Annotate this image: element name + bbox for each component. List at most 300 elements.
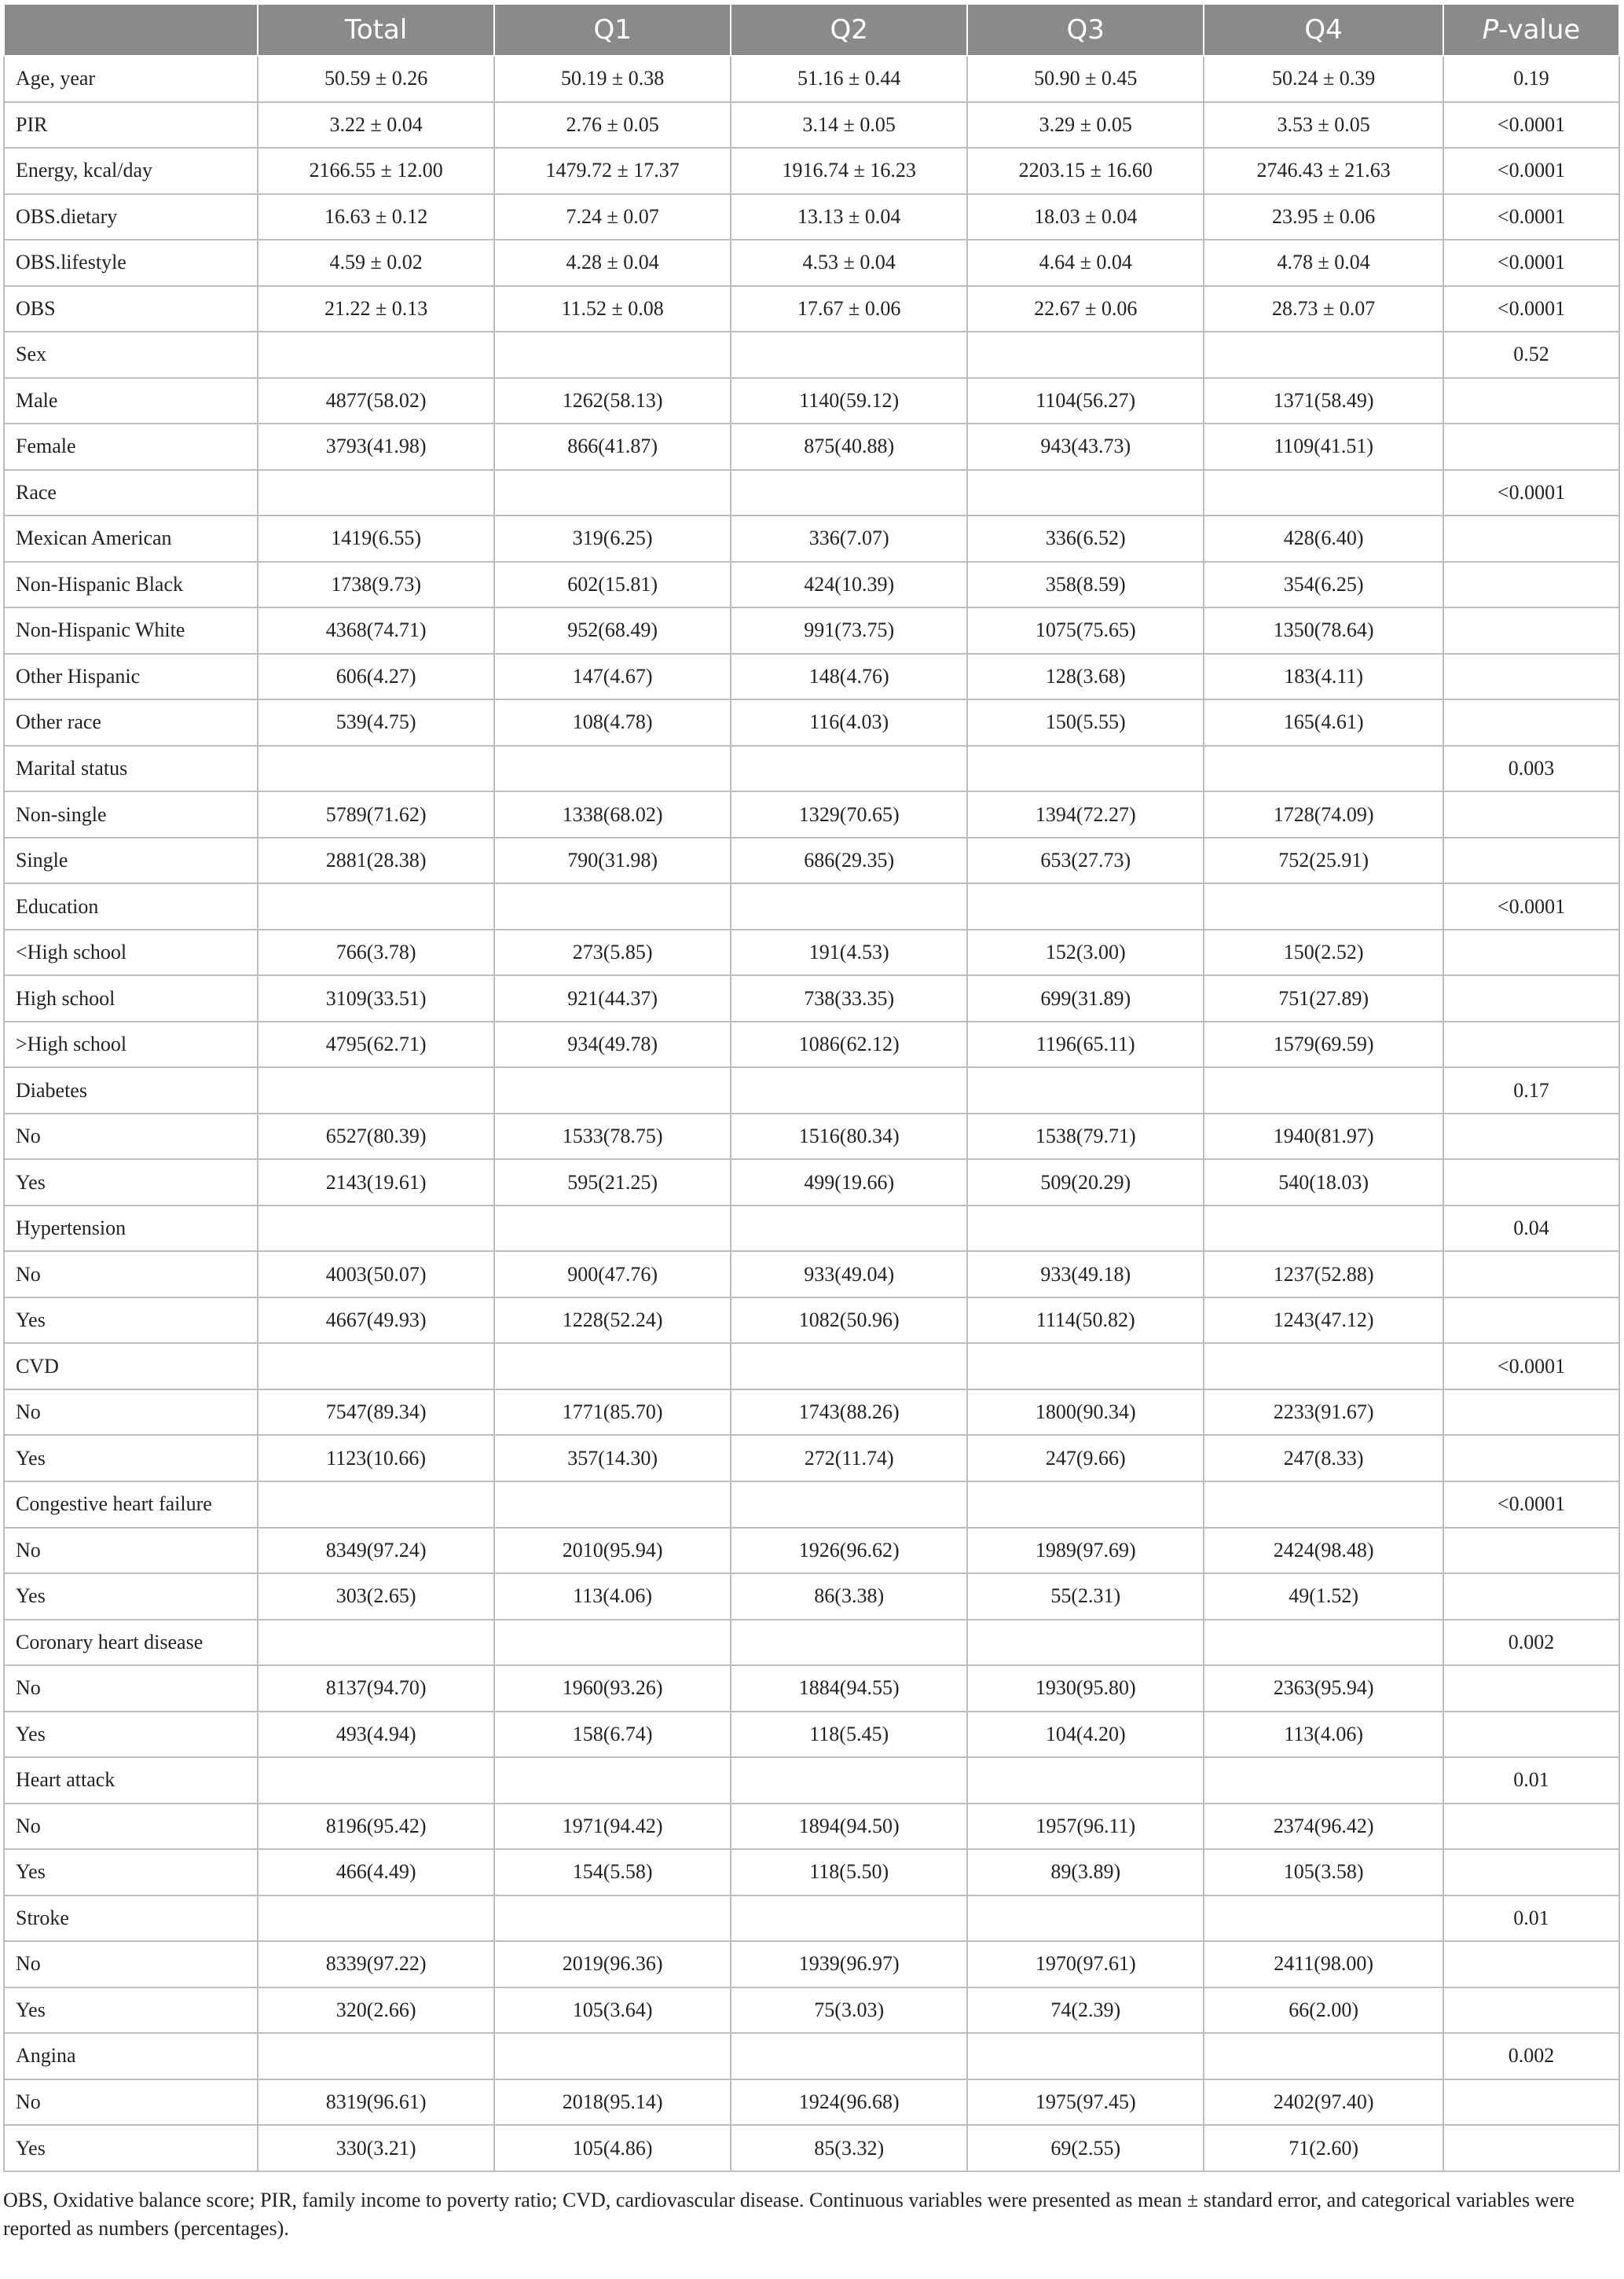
cell-p-value	[1443, 1665, 1619, 1712]
cell-variable: No	[4, 1389, 258, 1436]
cell-variable: No	[4, 1251, 258, 1297]
cell-variable: Non-Hispanic White	[4, 607, 258, 654]
cell-q4: 2374(96.42)	[1204, 1804, 1443, 1850]
cell-p-value: <0.0001	[1443, 148, 1619, 194]
cell-q4: 1350(78.64)	[1204, 607, 1443, 654]
cell-q4: 150(2.52)	[1204, 930, 1443, 976]
cell-variable: Hypertension	[4, 1206, 258, 1252]
table-row	[4, 1206, 1619, 1252]
cell-q1: 595(21.25)	[494, 1159, 731, 1206]
cell-q3: 1989(97.69)	[967, 1528, 1204, 1574]
cell-variable: No	[4, 1665, 258, 1712]
cell-q2: 499(19.66)	[731, 1159, 967, 1206]
table-row	[4, 1389, 1619, 1436]
cell-p-value	[1443, 2125, 1619, 2171]
cell-q1: 866(41.87)	[494, 424, 731, 470]
cell-total: 4667(49.93)	[258, 1297, 494, 1344]
cell-p-value	[1443, 1022, 1619, 1068]
table-row	[4, 56, 1619, 102]
cell-q1: 1533(78.75)	[494, 1114, 731, 1160]
cell-q1: 2.76 ± 0.05	[494, 102, 731, 149]
cell-q4: 1579(69.59)	[1204, 1022, 1443, 1068]
cell-variable: Yes	[4, 1849, 258, 1895]
cell-q2: 3.14 ± 0.05	[731, 102, 967, 149]
cell-p-value	[1443, 838, 1619, 884]
table-row	[4, 1343, 1619, 1389]
header-p-value	[1443, 4, 1619, 56]
table-row	[4, 838, 1619, 884]
cell-variable: Age, year	[4, 56, 258, 102]
cell-q4	[1204, 2033, 1443, 2079]
cell-q2: 118(5.50)	[731, 1849, 967, 1895]
cell-variable: CVD	[4, 1343, 258, 1389]
cell-q1: 105(4.86)	[494, 2125, 731, 2171]
cell-q4: 71(2.60)	[1204, 2125, 1443, 2171]
cell-q3	[967, 1343, 1204, 1389]
cell-q1: 4.28 ± 0.04	[494, 240, 731, 286]
cell-p-value	[1443, 791, 1619, 838]
cell-variable: High school	[4, 975, 258, 1022]
cell-total	[258, 1895, 494, 1942]
cell-total: 8339(97.22)	[258, 1941, 494, 1987]
table-row	[4, 148, 1619, 194]
table-row	[4, 1620, 1619, 1666]
cell-variable: Education	[4, 883, 258, 930]
cell-q2: 1926(96.62)	[731, 1528, 967, 1574]
cell-q3: 152(3.00)	[967, 930, 1204, 976]
cell-p-value: <0.0001	[1443, 286, 1619, 332]
header-total: Total	[258, 4, 494, 56]
cell-q3: 2203.15 ± 16.60	[967, 148, 1204, 194]
table-row	[4, 1297, 1619, 1344]
cell-variable: Non-single	[4, 791, 258, 838]
table-row	[4, 1435, 1619, 1481]
cell-total: 2881(28.38)	[258, 838, 494, 884]
cell-q2: 738(33.35)	[731, 975, 967, 1022]
cell-q4: 428(6.40)	[1204, 516, 1443, 562]
cell-q1	[494, 332, 731, 378]
header-p-rest: -value	[1498, 14, 1581, 46]
table-row	[4, 2079, 1619, 2126]
header-variable	[4, 4, 258, 56]
cell-p-value: 0.04	[1443, 1206, 1619, 1252]
cell-q1	[494, 1757, 731, 1804]
cell-p-value: 0.01	[1443, 1757, 1619, 1804]
cell-p-value	[1443, 930, 1619, 976]
cell-q3: 653(27.73)	[967, 838, 1204, 884]
cell-q2	[731, 1481, 967, 1528]
baseline-characteristics-table	[3, 3, 1620, 2172]
table-row	[4, 1941, 1619, 1987]
cell-variable: No	[4, 1941, 258, 1987]
table-row	[4, 1757, 1619, 1804]
cell-total: 7547(89.34)	[258, 1389, 494, 1436]
cell-variable: No	[4, 2079, 258, 2126]
cell-q1: 1971(94.42)	[494, 1804, 731, 1850]
cell-q2	[731, 1895, 967, 1942]
cell-p-value: <0.0001	[1443, 102, 1619, 149]
cell-q3: 55(2.31)	[967, 1573, 1204, 1620]
table-row	[4, 424, 1619, 470]
cell-p-value	[1443, 1297, 1619, 1344]
table-row	[4, 1665, 1619, 1712]
cell-total: 2166.55 ± 12.00	[258, 148, 494, 194]
cell-p-value: <0.0001	[1443, 194, 1619, 240]
cell-total: 50.59 ± 0.26	[258, 56, 494, 102]
cell-q4: 50.24 ± 0.39	[1204, 56, 1443, 102]
cell-q3	[967, 1620, 1204, 1666]
cell-q3: 89(3.89)	[967, 1849, 1204, 1895]
cell-q1	[494, 1895, 731, 1942]
cell-variable: No	[4, 1804, 258, 1850]
cell-q4	[1204, 1757, 1443, 1804]
cell-q1: 1479.72 ± 17.37	[494, 148, 731, 194]
cell-q4: 1371(58.49)	[1204, 378, 1443, 424]
cell-q1: 2018(95.14)	[494, 2079, 731, 2126]
table-row	[4, 1528, 1619, 1574]
header-q1: Q1	[494, 4, 731, 56]
cell-variable: Female	[4, 424, 258, 470]
cell-q4	[1204, 1481, 1443, 1528]
cell-q2: 116(4.03)	[731, 699, 967, 746]
cell-variable: Sex	[4, 332, 258, 378]
cell-q3: 1538(79.71)	[967, 1114, 1204, 1160]
cell-q4: 752(25.91)	[1204, 838, 1443, 884]
cell-q1: 921(44.37)	[494, 975, 731, 1022]
cell-q1	[494, 2033, 731, 2079]
cell-q3: 18.03 ± 0.04	[967, 194, 1204, 240]
cell-q1: 952(68.49)	[494, 607, 731, 654]
cell-variable: >High school	[4, 1022, 258, 1068]
cell-p-value	[1443, 975, 1619, 1022]
cell-q1: 934(49.78)	[494, 1022, 731, 1068]
cell-q4: 105(3.58)	[1204, 1849, 1443, 1895]
cell-q3: 128(3.68)	[967, 654, 1204, 700]
cell-q3: 1957(96.11)	[967, 1804, 1204, 1850]
cell-q1: 2019(96.36)	[494, 1941, 731, 1987]
header-q2: Q2	[731, 4, 967, 56]
table-row	[4, 746, 1619, 792]
cell-total: 303(2.65)	[258, 1573, 494, 1620]
cell-p-value	[1443, 1712, 1619, 1758]
cell-q2: 1086(62.12)	[731, 1022, 967, 1068]
cell-q2: 1743(88.26)	[731, 1389, 967, 1436]
cell-q3: 104(4.20)	[967, 1712, 1204, 1758]
cell-variable: Male	[4, 378, 258, 424]
table-body	[4, 56, 1619, 2171]
cell-q3	[967, 1481, 1204, 1528]
cell-q4: 4.78 ± 0.04	[1204, 240, 1443, 286]
table-row	[4, 975, 1619, 1022]
table-row	[4, 1481, 1619, 1528]
cell-total: 1123(10.66)	[258, 1435, 494, 1481]
cell-total	[258, 883, 494, 930]
cell-q1: 7.24 ± 0.07	[494, 194, 731, 240]
cell-q4: 751(27.89)	[1204, 975, 1443, 1022]
table-row	[4, 1114, 1619, 1160]
cell-q1: 158(6.74)	[494, 1712, 731, 1758]
cell-q2: 51.16 ± 0.44	[731, 56, 967, 102]
cell-q2: 686(29.35)	[731, 838, 967, 884]
cell-q4	[1204, 1620, 1443, 1666]
table-row	[4, 332, 1619, 378]
header-p-italic: P	[1482, 14, 1499, 46]
table-row	[4, 930, 1619, 976]
cell-q2: 991(73.75)	[731, 607, 967, 654]
table-row	[4, 2125, 1619, 2171]
table-footnote: OBS, Oxidative balance score; PIR, family income to poverty ratio; CVD, cardiovascular disease. Continuous variables were presented as mean ± standard error, and categorical variables were reported as numbers (percentages).	[3, 2189, 1575, 2240]
cell-p-value: 0.52	[1443, 332, 1619, 378]
cell-q1: 602(15.81)	[494, 562, 731, 608]
cell-q4: 1109(41.51)	[1204, 424, 1443, 470]
cell-variable: Yes	[4, 1435, 258, 1481]
cell-total	[258, 2033, 494, 2079]
cell-q2: 85(3.32)	[731, 2125, 967, 2171]
table-row	[4, 1022, 1619, 1068]
cell-p-value: <0.0001	[1443, 240, 1619, 286]
cell-q4: 2402(97.40)	[1204, 2079, 1443, 2126]
cell-p-value	[1443, 1528, 1619, 1574]
cell-q2: 1516(80.34)	[731, 1114, 967, 1160]
cell-variable: OBS.dietary	[4, 194, 258, 240]
cell-q2: 1939(96.97)	[731, 1941, 967, 1987]
cell-q2	[731, 1620, 967, 1666]
cell-q3: 1975(97.45)	[967, 2079, 1204, 2126]
cell-q4: 1243(47.12)	[1204, 1297, 1443, 1344]
cell-variable: Stroke	[4, 1895, 258, 1942]
cell-p-value	[1443, 1941, 1619, 1987]
cell-q3: 1114(50.82)	[967, 1297, 1204, 1344]
cell-variable: Single	[4, 838, 258, 884]
cell-q3: 1394(72.27)	[967, 791, 1204, 838]
cell-total: 4003(50.07)	[258, 1251, 494, 1297]
cell-total	[258, 1620, 494, 1666]
cell-total	[258, 1757, 494, 1804]
cell-variable: PIR	[4, 102, 258, 149]
cell-q3	[967, 883, 1204, 930]
cell-q2: 86(3.38)	[731, 1573, 967, 1620]
cell-q1: 154(5.58)	[494, 1849, 731, 1895]
cell-p-value: 0.19	[1443, 56, 1619, 102]
cell-q4	[1204, 470, 1443, 516]
cell-p-value	[1443, 1987, 1619, 2034]
cell-q3: 1930(95.80)	[967, 1665, 1204, 1712]
cell-q3: 4.64 ± 0.04	[967, 240, 1204, 286]
cell-q1: 1228(52.24)	[494, 1297, 731, 1344]
cell-q4	[1204, 1895, 1443, 1942]
cell-q1: 113(4.06)	[494, 1573, 731, 1620]
table-row	[4, 699, 1619, 746]
cell-q3	[967, 2033, 1204, 2079]
cell-q3: 336(6.52)	[967, 516, 1204, 562]
table-row	[4, 654, 1619, 700]
cell-q3: 3.29 ± 0.05	[967, 102, 1204, 149]
cell-q3: 1075(75.65)	[967, 607, 1204, 654]
cell-q3: 1970(97.61)	[967, 1941, 1204, 1987]
cell-q2	[731, 470, 967, 516]
cell-q1: 1338(68.02)	[494, 791, 731, 838]
cell-total: 3793(41.98)	[258, 424, 494, 470]
cell-q3: 933(49.18)	[967, 1251, 1204, 1297]
table-row	[4, 1712, 1619, 1758]
cell-q1: 147(4.67)	[494, 654, 731, 700]
cell-q2	[731, 1067, 967, 1114]
cell-q4: 540(18.03)	[1204, 1159, 1443, 1206]
table-row	[4, 240, 1619, 286]
cell-total	[258, 1343, 494, 1389]
cell-total: 4368(74.71)	[258, 607, 494, 654]
cell-p-value: 0.01	[1443, 1895, 1619, 1942]
cell-p-value	[1443, 1114, 1619, 1160]
cell-variable: Congestive heart failure	[4, 1481, 258, 1528]
cell-total: 8319(96.61)	[258, 2079, 494, 2126]
cell-q1	[494, 1067, 731, 1114]
cell-p-value: 0.002	[1443, 2033, 1619, 2079]
cell-total: 606(4.27)	[258, 654, 494, 700]
cell-q4: 2411(98.00)	[1204, 1941, 1443, 1987]
cell-q2: 336(7.07)	[731, 516, 967, 562]
cell-q1: 2010(95.94)	[494, 1528, 731, 1574]
cell-q1: 105(3.64)	[494, 1987, 731, 2034]
cell-variable: No	[4, 1528, 258, 1574]
cell-q1: 790(31.98)	[494, 838, 731, 884]
table-row	[4, 791, 1619, 838]
cell-q3: 358(8.59)	[967, 562, 1204, 608]
cell-q2: 17.67 ± 0.06	[731, 286, 967, 332]
cell-p-value: <0.0001	[1443, 883, 1619, 930]
cell-variable: Other race	[4, 699, 258, 746]
cell-total: 4.59 ± 0.02	[258, 240, 494, 286]
cell-total	[258, 332, 494, 378]
table-row	[4, 1067, 1619, 1114]
cell-q4: 247(8.33)	[1204, 1435, 1443, 1481]
cell-variable: OBS	[4, 286, 258, 332]
cell-q1	[494, 1481, 731, 1528]
cell-p-value: 0.17	[1443, 1067, 1619, 1114]
table-row	[4, 516, 1619, 562]
cell-q1: 11.52 ± 0.08	[494, 286, 731, 332]
cell-q2: 13.13 ± 0.04	[731, 194, 967, 240]
cell-q1: 50.19 ± 0.38	[494, 56, 731, 102]
cell-q4: 1728(74.09)	[1204, 791, 1443, 838]
cell-q2: 1082(50.96)	[731, 1297, 967, 1344]
header-q3: Q3	[967, 4, 1204, 56]
cell-q2	[731, 1757, 967, 1804]
cell-total: 466(4.49)	[258, 1849, 494, 1895]
cell-variable: Race	[4, 470, 258, 516]
cell-q2: 1894(94.50)	[731, 1804, 967, 1850]
table-row	[4, 1251, 1619, 1297]
cell-p-value: <0.0001	[1443, 1343, 1619, 1389]
cell-q4: 165(4.61)	[1204, 699, 1443, 746]
table-row	[4, 1159, 1619, 1206]
table-row	[4, 562, 1619, 608]
cell-total: 4795(62.71)	[258, 1022, 494, 1068]
cell-total: 8196(95.42)	[258, 1804, 494, 1850]
cell-q4: 2746.43 ± 21.63	[1204, 148, 1443, 194]
cell-total	[258, 746, 494, 792]
table-row	[4, 1849, 1619, 1895]
cell-total: 1419(6.55)	[258, 516, 494, 562]
cell-q3: 699(31.89)	[967, 975, 1204, 1022]
table-row	[4, 607, 1619, 654]
cell-q4: 183(4.11)	[1204, 654, 1443, 700]
cell-q2	[731, 746, 967, 792]
cell-q3: 69(2.55)	[967, 2125, 1204, 2171]
cell-p-value: 0.002	[1443, 1620, 1619, 1666]
cell-q2: 1916.74 ± 16.23	[731, 148, 967, 194]
cell-p-value	[1443, 516, 1619, 562]
cell-total: 3109(33.51)	[258, 975, 494, 1022]
cell-p-value	[1443, 562, 1619, 608]
table-row	[4, 1804, 1619, 1850]
cell-q4: 354(6.25)	[1204, 562, 1443, 608]
cell-q2: 75(3.03)	[731, 1987, 967, 2034]
cell-variable: Yes	[4, 1297, 258, 1344]
table-row	[4, 102, 1619, 149]
cell-q4	[1204, 1067, 1443, 1114]
cell-p-value	[1443, 1251, 1619, 1297]
cell-total: 2143(19.61)	[258, 1159, 494, 1206]
cell-q2	[731, 1343, 967, 1389]
cell-q4	[1204, 1343, 1443, 1389]
header-row	[4, 4, 1619, 56]
header-q4: Q4	[1204, 4, 1443, 56]
cell-total: 330(3.21)	[258, 2125, 494, 2171]
cell-q2: 191(4.53)	[731, 930, 967, 976]
cell-q4	[1204, 1206, 1443, 1252]
cell-q2: 1140(59.12)	[731, 378, 967, 424]
cell-total: 1738(9.73)	[258, 562, 494, 608]
table-row	[4, 286, 1619, 332]
cell-total: 16.63 ± 0.12	[258, 194, 494, 240]
cell-p-value: <0.0001	[1443, 1481, 1619, 1528]
cell-q3: 74(2.39)	[967, 1987, 1204, 2034]
cell-q1: 1262(58.13)	[494, 378, 731, 424]
cell-total: 4877(58.02)	[258, 378, 494, 424]
cell-variable: Other Hispanic	[4, 654, 258, 700]
cell-q4: 2363(95.94)	[1204, 1665, 1443, 1712]
cell-q2: 875(40.88)	[731, 424, 967, 470]
cell-variable: Marital status	[4, 746, 258, 792]
cell-variable: Yes	[4, 2125, 258, 2171]
cell-total	[258, 1206, 494, 1252]
cell-variable: OBS.lifestyle	[4, 240, 258, 286]
cell-variable: Yes	[4, 1712, 258, 1758]
cell-p-value	[1443, 378, 1619, 424]
table-row	[4, 378, 1619, 424]
cell-p-value	[1443, 1159, 1619, 1206]
cell-q4: 1940(81.97)	[1204, 1114, 1443, 1160]
cell-q2: 1924(96.68)	[731, 2079, 967, 2126]
cell-p-value	[1443, 424, 1619, 470]
cell-variable: Yes	[4, 1159, 258, 1206]
cell-q4: 28.73 ± 0.07	[1204, 286, 1443, 332]
table-row	[4, 883, 1619, 930]
cell-q3: 1196(65.11)	[967, 1022, 1204, 1068]
cell-q2	[731, 1206, 967, 1252]
cell-total: 21.22 ± 0.13	[258, 286, 494, 332]
cell-q2	[731, 332, 967, 378]
cell-total: 6527(80.39)	[258, 1114, 494, 1160]
table-row	[4, 1573, 1619, 1620]
cell-q3	[967, 1067, 1204, 1114]
cell-q1: 1960(93.26)	[494, 1665, 731, 1712]
cell-variable: Mexican American	[4, 516, 258, 562]
cell-q4: 66(2.00)	[1204, 1987, 1443, 2034]
cell-total: 766(3.78)	[258, 930, 494, 976]
cell-q4: 23.95 ± 0.06	[1204, 194, 1443, 240]
